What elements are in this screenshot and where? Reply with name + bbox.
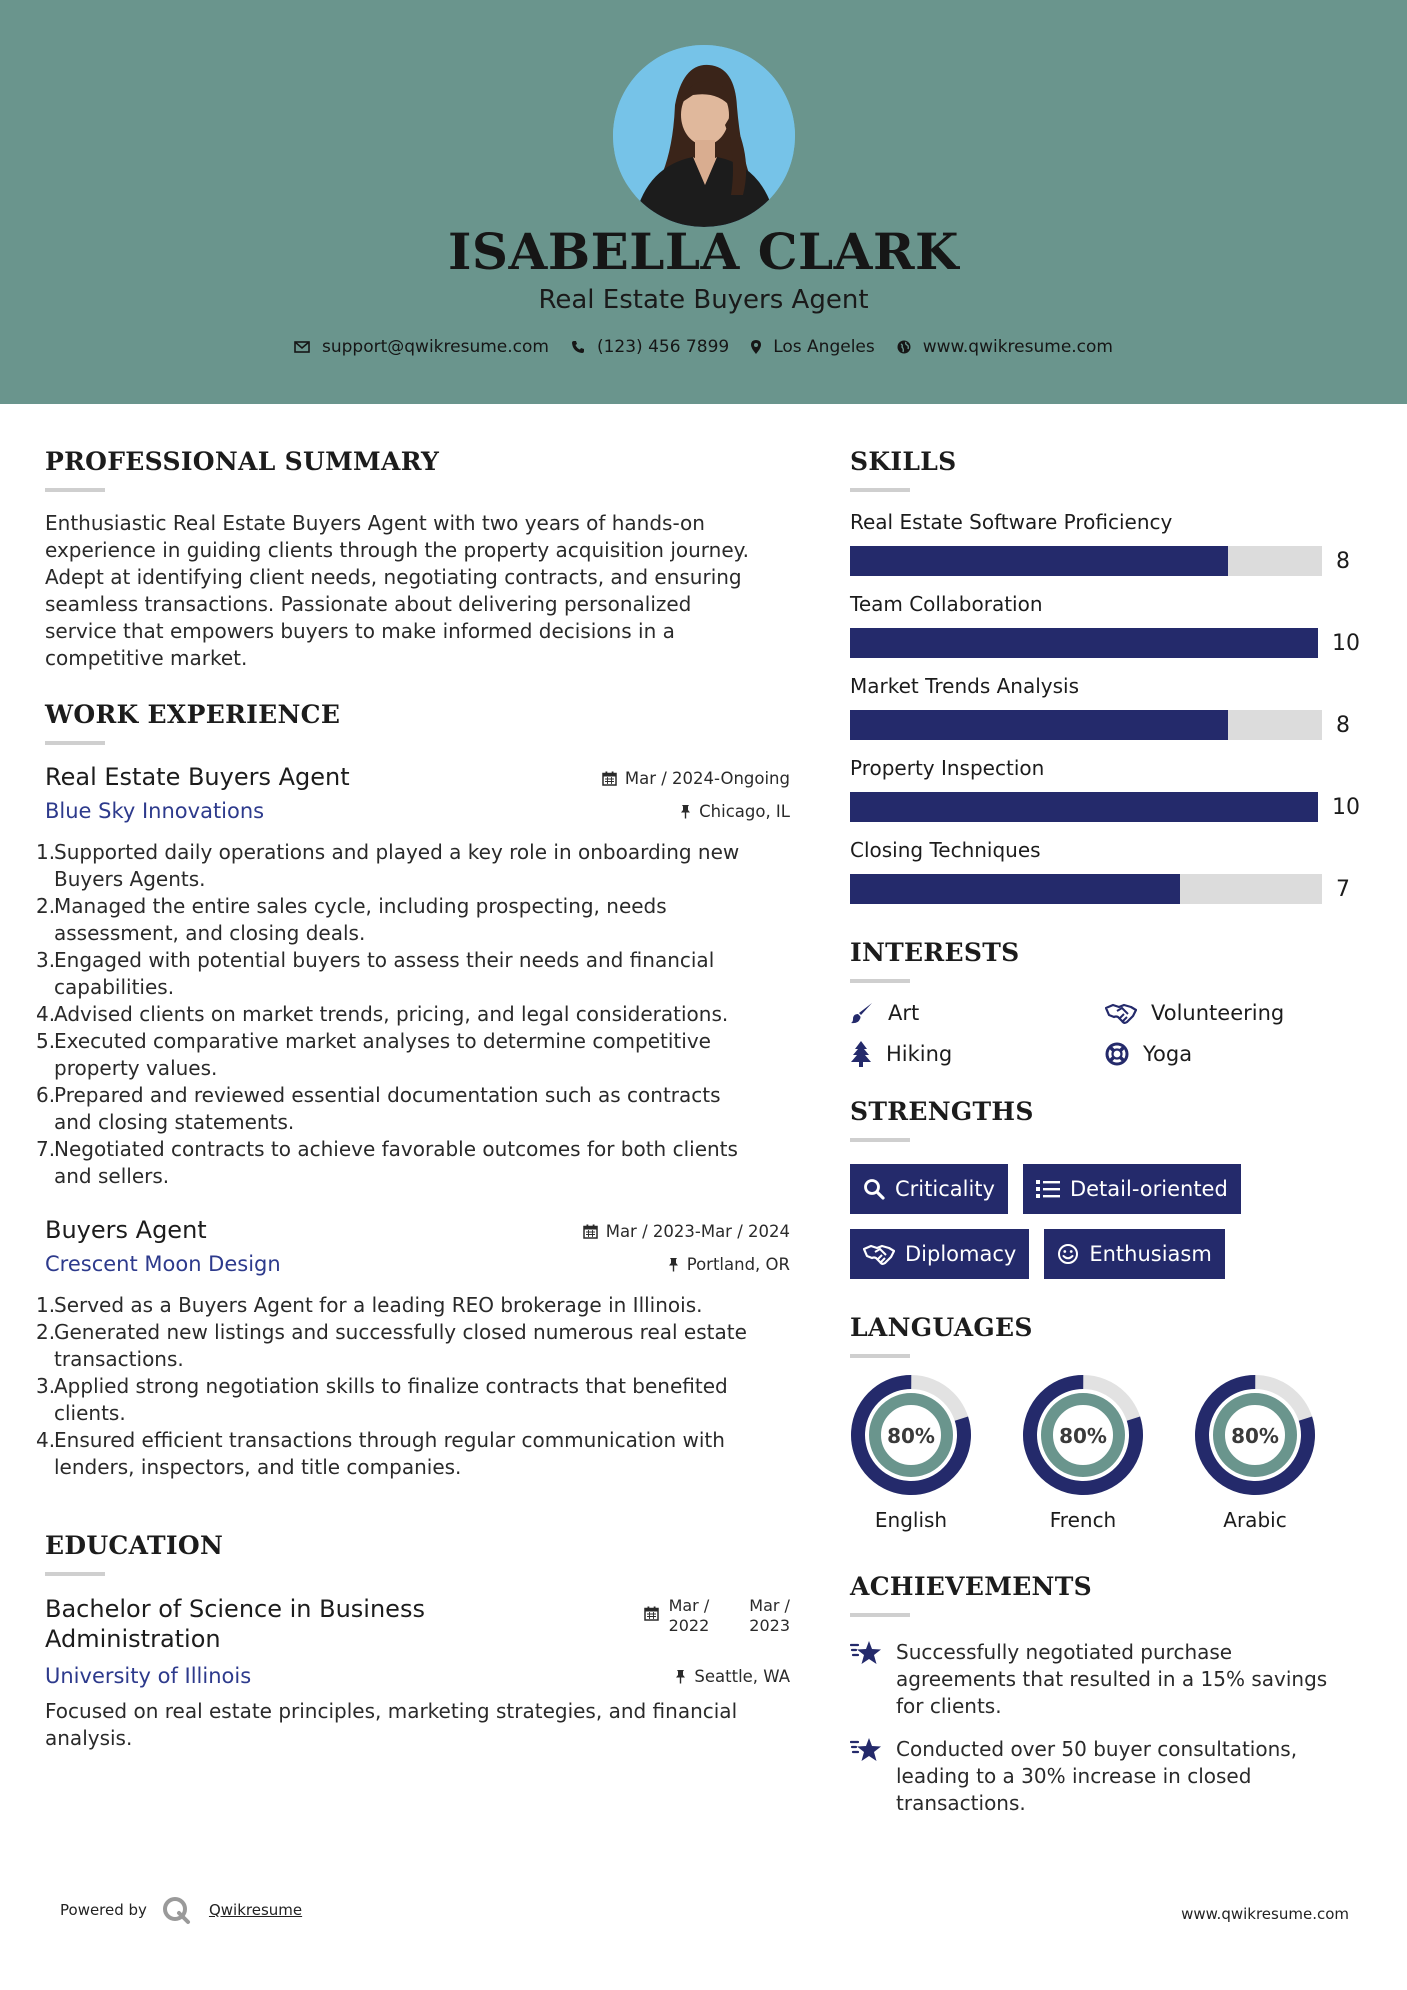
language-percent: 80% xyxy=(887,1424,935,1448)
skill-label: Real Estate Software Proficiency xyxy=(850,510,1173,534)
duty-text xyxy=(54,839,739,893)
skill-item xyxy=(850,510,1360,576)
right-column xyxy=(850,404,1360,1833)
section-title: WORK EXPERIENCE xyxy=(45,700,341,729)
duty-item xyxy=(36,1082,790,1136)
brand-link[interactable]: Qwikresume xyxy=(208,1901,303,1919)
list-icon xyxy=(1036,1179,1060,1199)
duty-line: lenders, inspectors, and title companies. xyxy=(54,1455,462,1479)
strength-label: Diplomacy xyxy=(905,1242,1017,1266)
duty-line: capabilities. xyxy=(54,975,175,999)
language-label: Arabic xyxy=(1223,1508,1287,1532)
summary-line: seamless transactions. Passionate about delivering personalized xyxy=(45,592,692,616)
duty-line: Negotiated contracts to achieve favorable outcomes for both clients xyxy=(54,1137,738,1161)
duty-number: 6. xyxy=(36,1083,56,1107)
job-entry xyxy=(36,763,790,1190)
summary-line: experience in guiding clients through the property acquisition journey. xyxy=(45,538,749,562)
interest-yoga xyxy=(1105,1041,1360,1067)
duty-line: property values. xyxy=(54,1056,218,1080)
skill-label: Team Collaboration xyxy=(850,592,1043,616)
powered-by-text: Powered by xyxy=(60,1901,147,1919)
duty-line: Served as a Buyers Agent for a leading REO brokerage in Illinois. xyxy=(54,1293,703,1317)
duty-text xyxy=(54,1373,728,1427)
duty-item xyxy=(36,1427,790,1481)
education-dates xyxy=(644,1596,790,1636)
education-location xyxy=(675,1667,790,1686)
skill-bar-fill xyxy=(850,874,1180,904)
envelope-icon xyxy=(294,341,310,353)
degree-line: Bachelor of Science in Business xyxy=(45,1595,425,1623)
contact-location xyxy=(751,337,875,357)
job-dates xyxy=(602,769,790,788)
job-title: Buyers Agent xyxy=(45,1216,207,1244)
section-divider xyxy=(850,1613,910,1617)
duty-number: 3. xyxy=(36,1374,56,1398)
duty-item xyxy=(36,1001,790,1028)
section-divider xyxy=(45,741,105,745)
duty-text xyxy=(54,1082,721,1136)
education-desc-line: Focused on real estate principles, marketing strategies, and financial xyxy=(45,1699,738,1723)
skill-bar xyxy=(850,874,1322,904)
language-item xyxy=(850,1374,972,1532)
duty-item xyxy=(36,1136,790,1190)
duty-line: Buyers Agents. xyxy=(54,867,206,891)
achievement-line: Successfully negotiated purchase xyxy=(896,1640,1233,1664)
skill-row xyxy=(850,628,1360,658)
contact-bar xyxy=(0,337,1407,357)
section-divider xyxy=(850,979,910,983)
footer-powered xyxy=(60,1895,302,1925)
summary-line: service that empowers buyers to make informed decisions in a xyxy=(45,619,675,643)
achievement-line: transactions. xyxy=(896,1791,1026,1815)
skills-section xyxy=(850,447,1360,904)
achievement-item xyxy=(850,1736,1360,1817)
skill-row xyxy=(850,546,1360,576)
duty-text xyxy=(54,1136,738,1190)
interest-label: Hiking xyxy=(886,1042,953,1066)
job-dates xyxy=(583,1222,790,1241)
skill-value: 10 xyxy=(1332,794,1360,820)
summary-section xyxy=(45,447,790,672)
skill-item xyxy=(850,592,1360,658)
skill-bar-fill xyxy=(850,628,1318,658)
pushpin-icon xyxy=(680,804,691,819)
education-section xyxy=(45,1531,790,1752)
interest-hiking xyxy=(850,1041,1105,1067)
degree-title xyxy=(45,1594,465,1654)
skill-row xyxy=(850,874,1360,904)
education-location-text: Seattle, WA xyxy=(694,1666,790,1686)
interests-section xyxy=(850,938,1360,1067)
duty-line: transactions. xyxy=(54,1347,184,1371)
job-entry xyxy=(36,1216,790,1481)
achievement-line: for clients. xyxy=(896,1694,1002,1718)
website-text: www.qwikresume.com xyxy=(922,337,1113,357)
section-divider xyxy=(45,1572,105,1576)
strengths-section xyxy=(850,1097,1360,1279)
paintbrush-icon xyxy=(850,1001,874,1025)
language-item xyxy=(1022,1374,1144,1532)
tree-icon xyxy=(850,1041,872,1067)
interest-label: Art xyxy=(888,1001,920,1025)
degree-line: Administration xyxy=(45,1625,221,1653)
skills-list xyxy=(850,510,1360,904)
job-title: Real Estate Buyers Agent xyxy=(45,763,350,791)
section-divider xyxy=(850,1354,910,1358)
calendar-icon xyxy=(644,1606,659,1621)
job-location-text: Chicago, IL xyxy=(699,801,790,821)
school-name: University of Illinois xyxy=(45,1664,252,1688)
job-duties-list xyxy=(36,1292,790,1481)
date-part: Mar / xyxy=(749,1596,790,1615)
date-part: 2022 xyxy=(668,1616,710,1635)
shooting-star-icon xyxy=(850,1736,882,1764)
section-title: LANGUAGES xyxy=(850,1313,1033,1342)
languages-list xyxy=(850,1374,1360,1532)
summary-line: Adept at identifying client needs, negotiating contracts, and ensuring xyxy=(45,565,742,589)
duty-number: 3. xyxy=(36,948,56,972)
achievement-text xyxy=(896,1736,1297,1817)
duty-item xyxy=(36,1373,790,1427)
duty-number: 5. xyxy=(36,1029,56,1053)
footer-site[interactable]: www.qwikresume.com xyxy=(1181,1905,1349,1923)
handshake-icon xyxy=(863,1243,895,1265)
language-ring xyxy=(1022,1374,1144,1496)
skill-item xyxy=(850,674,1360,740)
duty-line: assessment, and closing deals. xyxy=(54,921,366,945)
duty-number: 2. xyxy=(36,1320,56,1344)
skill-row xyxy=(850,710,1360,740)
company-name: Crescent Moon Design xyxy=(45,1252,281,1276)
strength-chip xyxy=(1023,1164,1241,1214)
education-description xyxy=(45,1698,790,1752)
skill-label: Closing Techniques xyxy=(850,838,1041,862)
job-dates-text: Mar / 2024-Ongoing xyxy=(624,769,790,788)
left-column xyxy=(36,404,790,1752)
skill-value: 10 xyxy=(1332,630,1360,656)
section-title: STRENGTHS xyxy=(850,1097,1034,1126)
contact-website[interactable] xyxy=(897,337,1113,357)
skill-bar-fill xyxy=(850,792,1318,822)
achievements-list xyxy=(850,1639,1360,1817)
skill-label: Property Inspection xyxy=(850,756,1045,780)
phone-text: (123) 456 7899 xyxy=(596,337,730,357)
smile-icon xyxy=(1057,1243,1079,1265)
duty-line: Generated new listings and successfully closed numerous real estate xyxy=(54,1320,747,1344)
strength-label: Detail-oriented xyxy=(1069,1177,1228,1201)
summary-line: Enthusiastic Real Estate Buyers Agent with two years of hands-on xyxy=(45,511,705,535)
section-title: SKILLS xyxy=(850,447,957,476)
strength-label: Enthusiasm xyxy=(1089,1242,1212,1266)
shooting-star-icon xyxy=(850,1639,882,1667)
skill-bar-fill xyxy=(850,710,1228,740)
handshake-icon xyxy=(1105,1002,1137,1024)
skill-label: Market Trends Analysis xyxy=(850,674,1080,698)
date-part: Mar / xyxy=(668,1596,710,1615)
interest-label: Volunteering xyxy=(1151,1001,1285,1025)
header-band xyxy=(0,0,1407,404)
achievement-item xyxy=(850,1639,1360,1720)
duty-line: Prepared and reviewed essential documentation such as contracts xyxy=(54,1083,721,1107)
duty-item xyxy=(36,839,790,893)
person-photo-icon xyxy=(613,45,795,227)
language-label: French xyxy=(1049,1508,1117,1532)
skill-value: 7 xyxy=(1336,876,1350,902)
section-title: ACHIEVEMENTS xyxy=(850,1572,1092,1601)
duty-line: Advised clients on market trends, pricing, and legal considerations. xyxy=(54,1002,729,1026)
duty-text xyxy=(54,1319,747,1373)
duty-item xyxy=(36,893,790,947)
education-end xyxy=(749,1596,790,1636)
job-location-text: Portland, OR xyxy=(686,1254,790,1274)
language-percent: 80% xyxy=(1231,1424,1279,1448)
duty-line: Applied strong negotiation skills to finalize contracts that benefited xyxy=(54,1374,728,1398)
skill-value: 8 xyxy=(1336,712,1350,738)
candidate-role: Real Estate Buyers Agent xyxy=(538,285,869,315)
interest-art xyxy=(850,1001,1105,1025)
duty-line: Ensured efficient transactions through regular communication with xyxy=(54,1428,725,1452)
job-location xyxy=(680,802,790,821)
skill-bar xyxy=(850,710,1322,740)
duty-line: and closing statements. xyxy=(54,1110,295,1134)
duty-number: 1. xyxy=(36,1293,56,1317)
contact-email[interactable] xyxy=(294,337,549,357)
job-location xyxy=(668,1255,790,1274)
languages-section xyxy=(850,1313,1360,1532)
globe-icon xyxy=(897,340,911,354)
duty-number: 7. xyxy=(36,1137,56,1161)
company-name: Blue Sky Innovations xyxy=(45,799,265,823)
summary-line: competitive market. xyxy=(45,646,248,670)
skill-item xyxy=(850,756,1360,822)
skill-row xyxy=(850,792,1360,822)
duty-text xyxy=(54,893,667,947)
summary-text xyxy=(45,510,790,672)
strength-chip xyxy=(850,1164,1008,1214)
contact-phone[interactable] xyxy=(571,337,729,357)
lifering-icon xyxy=(1105,1042,1129,1066)
work-section xyxy=(36,700,790,1481)
duty-line: and sellers. xyxy=(54,1164,170,1188)
candidate-name: ISABELLA CLARK xyxy=(448,222,959,281)
education-desc-line: analysis. xyxy=(45,1726,133,1750)
duty-line: Executed comparative market analyses to determine competitive xyxy=(54,1029,711,1053)
duty-number: 2. xyxy=(36,894,56,918)
language-item xyxy=(1194,1374,1316,1532)
skill-value: 8 xyxy=(1336,548,1350,574)
duty-text xyxy=(54,947,714,1001)
skill-bar xyxy=(850,546,1322,576)
duty-number: 1. xyxy=(36,840,56,864)
skill-bar-fill xyxy=(850,546,1228,576)
location-text: Los Angeles xyxy=(773,337,875,357)
language-label: English xyxy=(874,1508,948,1532)
duty-text xyxy=(54,1028,711,1082)
duty-line: Engaged with potential buyers to assess their needs and financial xyxy=(54,948,715,972)
strength-chip xyxy=(850,1229,1029,1279)
duty-line: Supported daily operations and played a key role in onboarding new xyxy=(54,840,740,864)
duty-number: 4. xyxy=(36,1002,56,1026)
job-dates-text: Mar / 2023-Mar / 2024 xyxy=(605,1222,790,1241)
calendar-icon xyxy=(583,1224,598,1239)
duty-item xyxy=(36,1028,790,1082)
pushpin-icon xyxy=(668,1257,679,1272)
achievement-line: leading to a 30% increase in closed xyxy=(896,1764,1252,1788)
date-part: 2023 xyxy=(749,1616,790,1635)
language-ring xyxy=(850,1374,972,1496)
duty-item xyxy=(36,1292,790,1319)
section-divider xyxy=(850,1138,910,1142)
language-percent: 80% xyxy=(1059,1424,1107,1448)
search-icon xyxy=(863,1178,885,1200)
duty-number: 4. xyxy=(36,1428,56,1452)
achievements-section xyxy=(850,1572,1360,1817)
section-divider xyxy=(45,488,105,492)
language-ring xyxy=(1194,1374,1316,1496)
skill-item xyxy=(850,838,1360,904)
section-title: INTERESTS xyxy=(850,938,1020,967)
duty-text xyxy=(54,1427,725,1481)
duty-line: Managed the entire sales cycle, including prospecting, needs xyxy=(54,894,667,918)
duty-text xyxy=(54,1001,728,1028)
section-divider xyxy=(850,488,910,492)
achievement-text xyxy=(896,1639,1327,1720)
achievement-line: agreements that resulted in a 15% savings xyxy=(896,1667,1328,1691)
section-title: PROFESSIONAL SUMMARY xyxy=(45,447,440,476)
duty-text xyxy=(54,1292,703,1319)
interest-label: Yoga xyxy=(1143,1042,1193,1066)
section-title: EDUCATION xyxy=(45,1531,224,1560)
strength-label: Criticality xyxy=(895,1177,995,1201)
skill-bar xyxy=(850,628,1318,658)
skill-bar xyxy=(850,792,1318,822)
phone-icon xyxy=(571,340,585,354)
profile-photo xyxy=(613,45,795,227)
job-duties-list xyxy=(36,839,790,1190)
pushpin-icon xyxy=(675,1669,686,1684)
achievement-line: Conducted over 50 buyer consultations, xyxy=(896,1737,1298,1761)
map-pin-icon xyxy=(751,340,761,354)
qwikresume-logo-icon xyxy=(161,1895,191,1925)
duty-item xyxy=(36,1319,790,1373)
duty-line: clients. xyxy=(54,1401,126,1425)
education-start xyxy=(669,1596,710,1636)
interest-volunteering xyxy=(1105,1001,1360,1025)
strength-chip xyxy=(1044,1229,1224,1279)
email-text: support@qwikresume.com xyxy=(322,337,549,357)
calendar-icon xyxy=(602,771,617,786)
duty-item xyxy=(36,947,790,1001)
